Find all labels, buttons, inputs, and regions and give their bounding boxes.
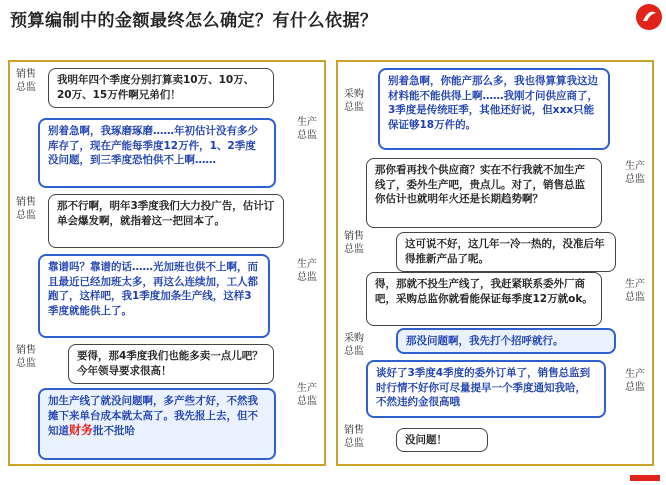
speaker-production-director: 生产总监 xyxy=(625,161,645,185)
speech-bubble-production: 靠谱吗？靠谱的话……光加班也供不上啊，而且最近已经加班太多，再这么连续加，工人都跑了，这样吧，我1季度加条生产线，这样3季度就能供上了。 xyxy=(38,254,270,338)
speaker-sales-director: 销售总监 xyxy=(344,231,364,255)
speaker-production-director: 生产总监 xyxy=(297,259,317,283)
speech-bubble-purchasing: 那没问题啊，我先打个招呼就行。 xyxy=(396,328,616,354)
speaker-production-director: 生产总监 xyxy=(625,369,645,393)
speech-bubble-sales: 那不行啊，明年3季度我们大力投广告，估计订单会爆发啊，就指着这一把回本了。 xyxy=(48,194,284,248)
brand-logo-icon xyxy=(636,4,662,30)
speaker-sales-director: 销售总监 xyxy=(344,425,364,449)
speech-bubble-production xyxy=(38,388,276,460)
speaker-production-director: 生产总监 xyxy=(625,279,645,303)
speech-bubble-sales: 要得，那4季度我们也能多卖一点儿吧？今年领导要求很高！ xyxy=(68,344,274,384)
speaker-purchasing-director: 采购总监 xyxy=(344,89,364,113)
corner-mark-icon xyxy=(630,466,660,474)
speech-bubble-production: 那你看再找个供应商？实在不行我就不加生产线了，委外生产吧，贵点儿。对了，销售总监你估计也就明年火还是长期趋势啊？ xyxy=(366,158,602,228)
left-dialogue-panel xyxy=(8,60,326,466)
speech-bubble-production: 得，那就不投生产线了，我赶紧联系委外厂商吧，采购总监你就看能保证每季度12万就ok。 xyxy=(366,272,602,326)
speech-bubble-sales: 没问题！ xyxy=(396,428,488,452)
bubble-text-end: 批不批哈 xyxy=(93,425,136,437)
speech-bubble-purchasing: 别着急啊，你能产那么多，我也得算算我这边材料能不能供得上啊……我刚才问供应商了，3季度是传统旺季，其他还好说，但xxx只能保证够18万件的。 xyxy=(378,68,610,150)
speech-bubble-production: 别着急啊，我琢磨琢磨……年初估计没有多少库存了，现在产能每季度12万件，1、2季度没问题，到三季度恐怕供不上啊…… xyxy=(38,118,276,188)
speaker-purchasing-director: 采购总监 xyxy=(344,333,364,357)
speech-bubble-production: 谈好了3季度4季度的委外订单了，销售总监到时行情不好你可尽量提早一个季度通知我哈，不然违约金很高哦 xyxy=(366,360,606,418)
speaker-production-director: 生产总监 xyxy=(297,383,317,407)
right-dialogue-panel xyxy=(336,60,654,466)
finance-highlight: 财务 xyxy=(69,423,94,437)
bubble-text: 加生产线了就没问题啊，多产些才好，不然我摊下来单台成本就太高了。我先报上去，但不知道 xyxy=(48,395,258,437)
speaker-sales-director: 销售总监 xyxy=(16,197,36,221)
speech-bubble-sales: 我明年四个季度分别打算卖10万、10万、20万、15万件啊兄弟们！ xyxy=(48,68,274,108)
speaker-production-director: 生产总监 xyxy=(297,117,317,141)
page-title: 预算编制中的金额最终怎么确定？有什么依据？ xyxy=(10,11,378,31)
speaker-sales-director: 销售总监 xyxy=(16,69,36,93)
speech-bubble-sales: 这可说不好，这几年一冷一热的，没准后年得推新产品了呢。 xyxy=(396,232,616,272)
speaker-sales-director: 销售总监 xyxy=(16,345,36,369)
